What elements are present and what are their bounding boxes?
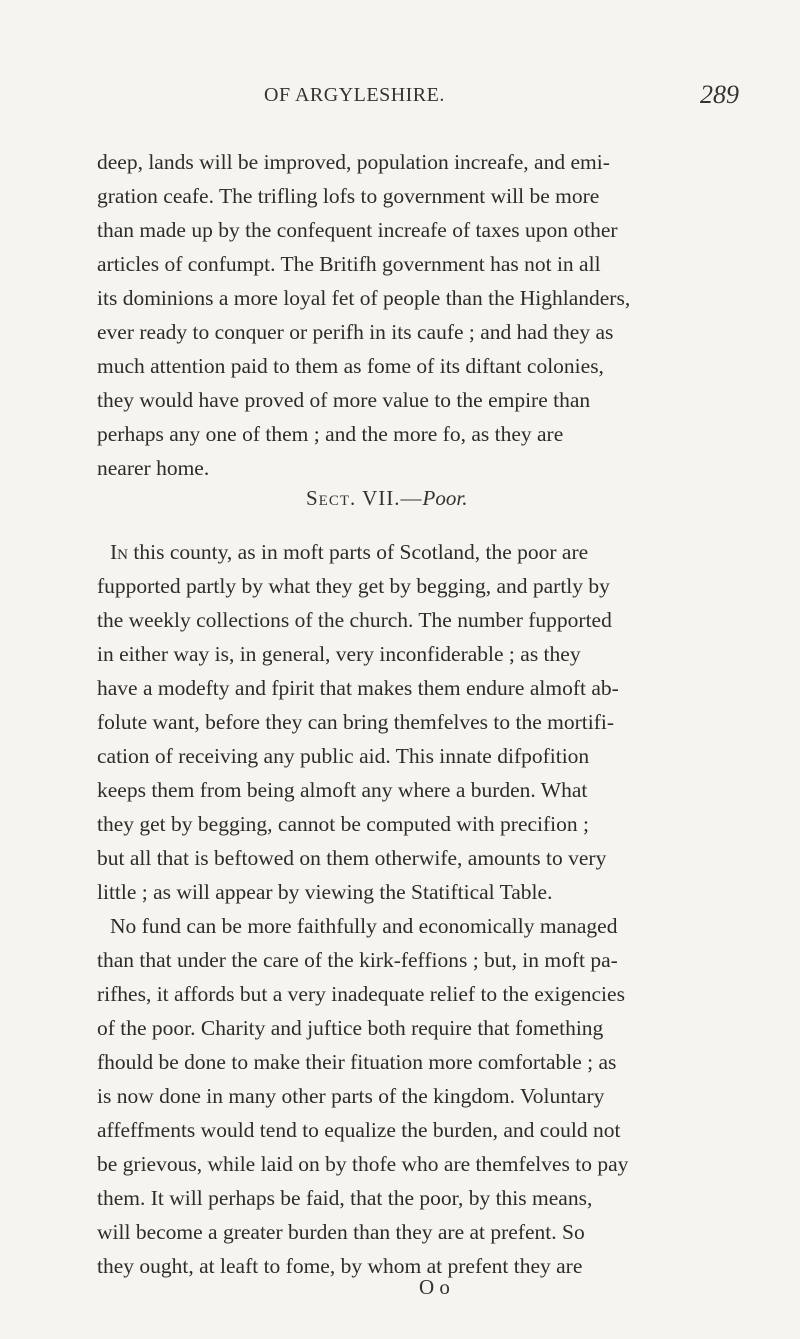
- text-line: the weekly collections of the church. The number fupported: [97, 608, 612, 632]
- text-line: rifhes, it affords but a very inadequate relief to the exigencies: [97, 982, 625, 1006]
- text-line: fhould be done to make their fituation more comfortable ; as: [97, 1050, 617, 1074]
- page-number: 289: [700, 80, 739, 109]
- section-topic: Poor.: [422, 486, 468, 510]
- text-line: they get by begging, cannot be computed with precifion ;: [97, 812, 589, 836]
- text-line: deep, lands will be improved, population increafe, and emi-: [97, 150, 610, 174]
- text-line: keeps them from being almoft any where a burden. What: [97, 778, 588, 802]
- text-line: in either way is, in general, very inconfiderable ; as they: [97, 642, 581, 666]
- text-line: ever ready to conquer or perifh in its caufe ; and had they as: [97, 320, 614, 344]
- text-line: folute want, before they can bring themfelves to the mortifi-: [97, 710, 615, 734]
- text-line: them. It will perhaps be faid, that the poor, by this means,: [97, 1186, 593, 1210]
- text-line: little ; as will appear by viewing the Statiftical Table.: [97, 880, 553, 904]
- text-line: gration ceafe. The trifling lofs to government will be more: [97, 184, 600, 208]
- signature-mark: O o: [419, 1275, 450, 1299]
- text-line: affeffments would tend to equalize the burden, and could not: [97, 1118, 621, 1142]
- section-heading: [306, 486, 467, 511]
- text-line: perhaps any one of them ; and the more fo, as they are: [97, 422, 564, 446]
- running-title: OF ARGYLESHIRE.: [264, 84, 445, 106]
- text-line: cation of receiving any public aid. This innate difpofition: [97, 744, 590, 768]
- text-line: than that under the care of the kirk-feffions ; but, in moft pa-: [97, 948, 618, 972]
- text-line: than made up by the confequent increafe of taxes upon other: [97, 218, 618, 242]
- text-line: they ought, at leaft to fome, by whom at prefent they are: [97, 1254, 583, 1278]
- section-label: Sect. VII.—: [306, 486, 423, 510]
- text-line: will become a greater burden than they are at prefent. So: [97, 1220, 585, 1244]
- text-line: fupported partly by what they get by begging, and partly by: [97, 574, 610, 598]
- text-line: No fund can be more faithfully and economically managed: [110, 914, 618, 938]
- text-line-rest: this county, as in moft parts of Scotland, the poor are: [128, 540, 589, 564]
- paragraph-opening-word: In: [110, 540, 128, 564]
- text-line: they would have proved of more value to the empire than: [97, 388, 591, 412]
- text-line: much attention paid to them as fome of its diftant colonies,: [97, 354, 604, 378]
- text-line: [110, 538, 588, 566]
- text-line: articles of confumpt. The Britifh government has not in all: [97, 252, 601, 276]
- text-line: but all that is beftowed on them otherwife, amounts to very: [97, 846, 607, 870]
- text-line: its dominions a more loyal fet of people than the Highlanders,: [97, 286, 631, 310]
- text-line: of the poor. Charity and juftice both require that fomething: [97, 1016, 604, 1040]
- text-line: be grievous, while laid on by thofe who are themfelves to pay: [97, 1152, 629, 1176]
- text-line: is now done in many other parts of the kingdom. Voluntary: [97, 1084, 605, 1108]
- text-line: have a modefty and fpirit that makes them endure almoft ab-: [97, 676, 619, 700]
- text-line: nearer home.: [97, 456, 210, 480]
